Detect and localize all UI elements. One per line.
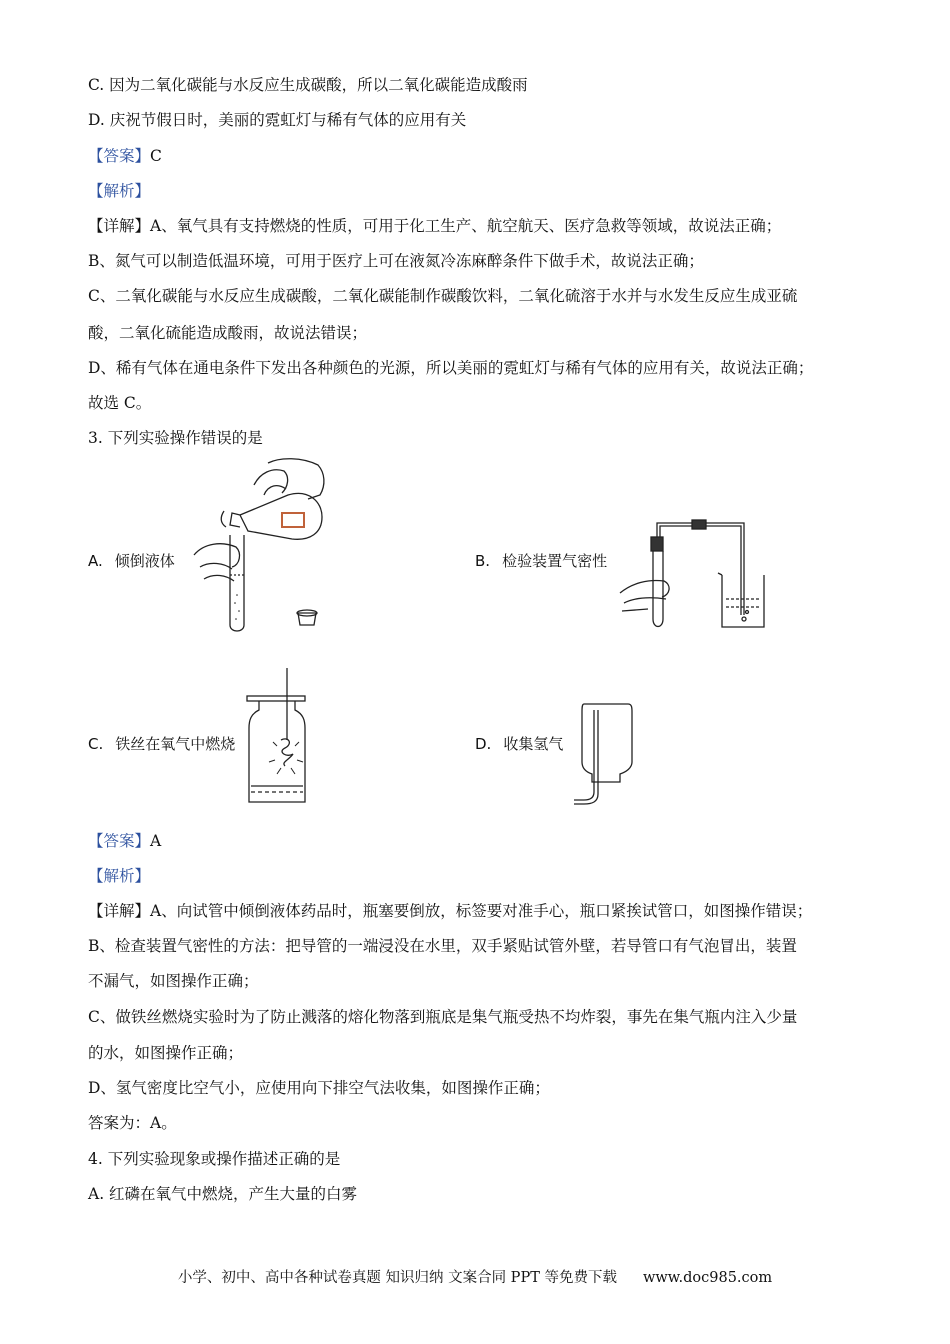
q2-detail-b: B、氮气可以制造低温环境，可用于医疗上可在液氮冷冻麻醉条件下做手术，故说法正确； — [88, 252, 704, 270]
q2-detail-c2: 酸，二氧化硫能造成酸雨，故说法错误； — [88, 324, 368, 342]
q2-option-c: C. 因为二氧化碳能与水反应生成碳酸，所以二氧化碳能造成酸雨 — [88, 76, 528, 94]
answer-tag: 【答案】 — [88, 832, 151, 850]
q3-analysis-tag — [88, 865, 150, 887]
q3-detail-b2: 不漏气，如图操作正确； — [88, 972, 259, 990]
q2-analysis-tag — [88, 180, 150, 202]
q3-detail-a — [88, 900, 812, 922]
iron-wire-burning-figure — [245, 668, 315, 806]
q3-stem: 3. 下列实验操作错误的是 — [88, 429, 263, 447]
hydrogen-collection-figure — [570, 700, 635, 805]
q2-conclusion: 故选 C。 — [88, 394, 152, 412]
q3-option-c-label: C. 铁丝在氧气中燃烧 — [88, 735, 236, 753]
answer-value: A — [150, 832, 162, 850]
q2-option-d: D. 庆祝节假日时，美丽的霓虹灯与稀有气体的应用有关 — [88, 111, 467, 129]
q4-stem: 4. 下列实验现象或操作描述正确的是 — [88, 1150, 341, 1168]
q3-conclusion: 答案为：A。 — [88, 1114, 177, 1132]
q3-detail-c1: C、做铁丝燃烧实验时为了防止溅落的熔化物落到瓶底是集气瓶受热不均炸裂，事先在集气瓶内注入少量 — [88, 1008, 798, 1026]
answer-tag: 【答案】 — [88, 147, 151, 165]
footer-text: 小学、初中、高中各种试卷真题 知识归纳 文案合同 PPT 等免费下载 — [177, 1270, 617, 1286]
analysis-tag: 【解析】 — [88, 182, 151, 200]
detail-text: A、向试管中倾倒液体药品时，瓶塞要倒放，标签要对准手心，瓶口紧挨试管口，如图操作错误； — [150, 902, 813, 920]
q3-detail-b1: B、检查装置气密性的方法：把导管的一端浸没在水里，双手紧贴试管外壁，若导管口有气泡冒出，装置 — [88, 937, 797, 955]
q3-option-a-label: A. 倾倒液体 — [88, 552, 175, 570]
q2-answer — [88, 145, 162, 167]
analysis-tag: 【解析】 — [88, 867, 151, 885]
detail-tag: 【详解】 — [88, 902, 151, 920]
q2-detail-a — [88, 215, 781, 237]
q3-answer — [88, 830, 161, 852]
detail-text: A、氧气具有支持燃烧的性质，可用于化工生产、航空航天、医疗急救等领域，故说法正确； — [150, 217, 782, 235]
detail-tag: 【详解】 — [88, 217, 151, 235]
page-footer — [0, 1268, 950, 1288]
airtightness-check-figure — [618, 515, 778, 635]
q2-detail-c1: C、二氧化碳能与水反应生成碳酸，二氧化碳能制作碳酸饮料，二氧化硫溶于水并与水发生反应生成亚硫 — [88, 287, 798, 305]
q4-option-a: A. 红磷在氧气中燃烧，产生大量的白雾 — [88, 1185, 358, 1203]
q3-detail-d: D、氢气密度比空气小，应使用向下排空气法收集，如图操作正确； — [88, 1079, 550, 1097]
pouring-liquid-figure — [180, 455, 330, 640]
answer-value: C — [150, 147, 162, 165]
q3-option-d-label: D. 收集氢气 — [475, 735, 564, 753]
q2-detail-d: D、稀有气体在通电条件下发出各种颜色的光源，所以美丽的霓虹灯与稀有气体的应用有关，故说法正确； — [88, 359, 814, 377]
footer-link[interactable]: www.doc985.com — [642, 1270, 773, 1286]
q3-option-b-label: B. 检验装置气密性 — [475, 552, 608, 570]
q3-detail-c2: 的水，如图操作正确； — [88, 1044, 244, 1062]
